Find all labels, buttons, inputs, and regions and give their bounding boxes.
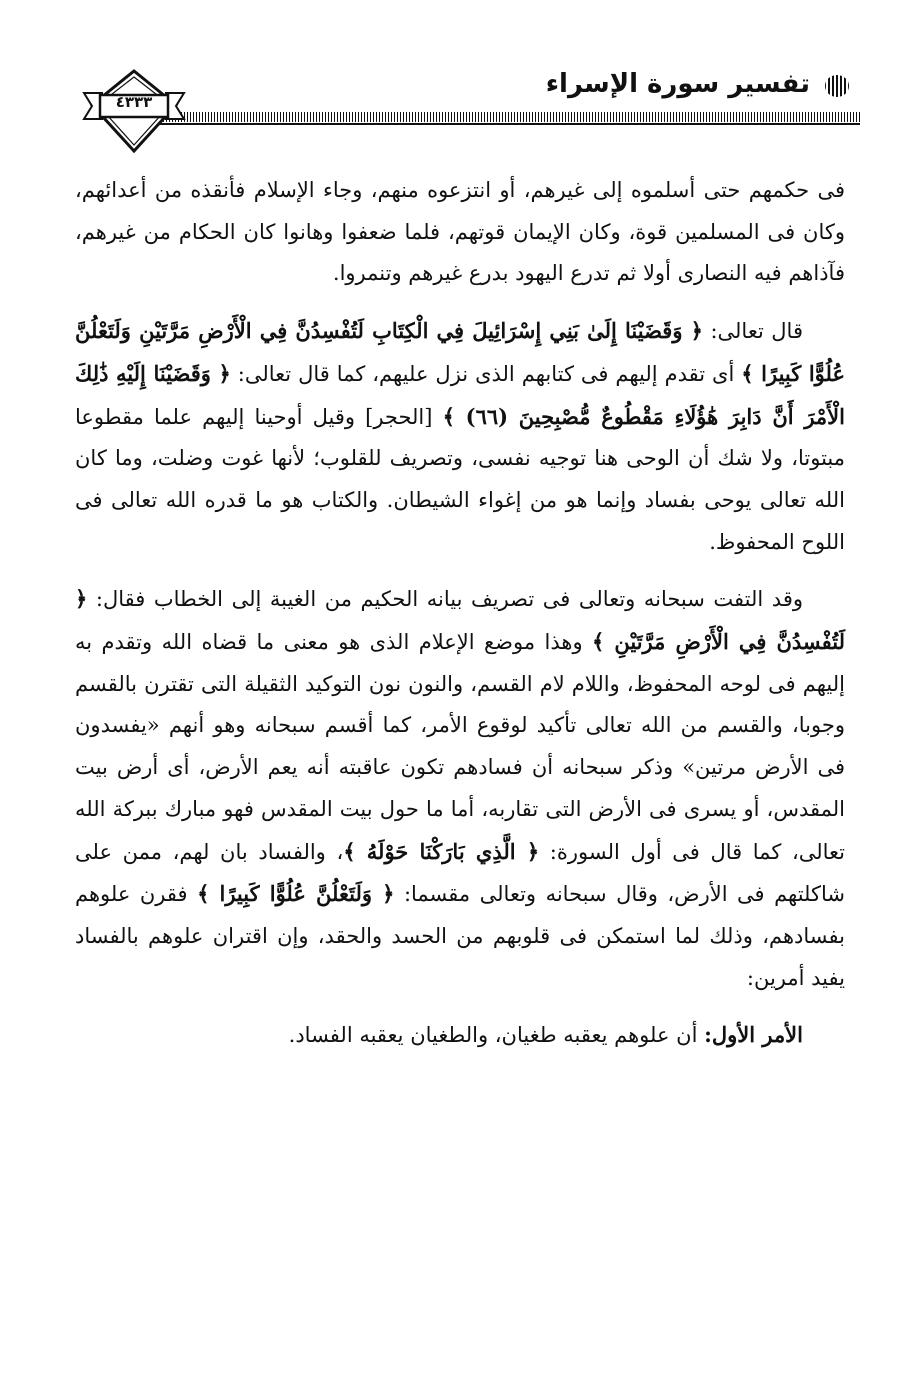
- page-number-badge: [80, 65, 188, 157]
- header-rule: [160, 112, 860, 122]
- running-title: تفسير سورة الإسراء: [545, 69, 810, 99]
- quran-verse: ﴿ وَقَضَيْنَا إِلَىٰ بَنِي إِسْرَائِيلَ فِي الْكِتَابِ لَتُفْسِدُنَّ فِي الْأَرْضِ مَرَّتَيْنِ وَلَتَعْلُنَّ عُلُوًّا كَبِيرًا ﴾: [75, 318, 846, 386]
- paragraph-label: الأمر الأول:: [704, 1022, 803, 1048]
- paragraph-4: [75, 1014, 845, 1057]
- page-number: ٤٣٣٣: [115, 93, 153, 111]
- text-run: قال تعالى:: [702, 319, 803, 344]
- paragraph-3: [75, 578, 845, 999]
- text-run: وهذا موضع الإعلام الذى هو معنى ما قضاه الله وتقدم به إليهم فى لوحه المحفوظ، واللام لام القسم، والنون نون التوكيد الثقيلة التى تقترن بالقسم وجوبا، والقسم من الله تعالى تأكيد لوقوع الأمر، كما أقسم سبحانه وهو أنهم «يفسدون فى الأرض مرتين» وذكر سبحانه أن فسادهم تكون عاقبته أنه يعم الأرض، أى أرض بيت المقدس، أو يسرى فى الأرض التى تقاربه، أما ما حول بيت المقدس فهو مبارك ببركة الله تعالى، كما قال فى أول السورة:: [75, 630, 845, 864]
- page-header: [60, 55, 860, 165]
- quran-verse: ﴿ وَقَضَيْنَا إِلَيْهِ ذَٰلِكَ الْأَمْرَ أَنَّ دَابِرَ هَٰؤُلَاءِ مَقْطُوعٌ مُّصْبِحِينَ (٦٦) ﴾: [75, 360, 845, 429]
- header-rule-base: [160, 123, 860, 125]
- quran-verse: ﴿ وَلَتَعْلُنَّ عُلُوًّا كَبِيرًا ﴾: [197, 881, 395, 907]
- ornament-icon: [820, 71, 854, 101]
- paragraph-1: فى حكمهم حتى أسلموه إلى غيرهم، أو انتزعوه منهم، وجاء الإسلام فأنقذه من أعدائهم، وكان فى المسلمين قوة، وكان الإيمان قوتهم، فلما ضعفوا وهانوا كان الحكام من غيرهم، فآذاهم فيه النصارى أولا ثم تدرع اليهود بدرع غيرهم وتنمروا.: [75, 178, 845, 286]
- text-run: [الحجر] وقيل أوحينا إليهم علما مقطوعا مبتوتا، ولا شك أن الوحى هنا توجيه نفسى، وتصريف للقلوب؛ لأنها غوت وضلت، وما كان الله تعالى يوحى بفساد وإنما هو من إغواء الشيطان. والكتاب هو ما قدره الله تعالى فى اللوح المحفوظ.: [75, 404, 845, 554]
- text-run: أن علوهم يعقبه طغيان، والطغيان يعقبه الفساد.: [288, 1023, 705, 1048]
- body-text: [75, 170, 845, 1072]
- text-run: ، والفساد بان لهم، ممن على شاكلتهم فى الأرض، وقال سبحانه وتعالى مقسما:: [75, 839, 846, 907]
- quran-verse: ﴿ لَتُفْسِدُنَّ فِي الْأَرْضِ مَرَّتَيْنِ ﴾: [75, 586, 845, 655]
- text-run: فقرن علوهم بفسادهم، وذلك لما استمكن فى قلوبهم من الحسد والحقد، وإن اقتران علوهم بالفساد يفيد أمرين:: [75, 882, 845, 990]
- quran-verse: ﴿ الَّذِي بَارَكْنَا حَوْلَهُ ﴾: [343, 838, 540, 864]
- paragraph-2: [75, 310, 845, 563]
- text-run: أى تقدم إليهم فى كتابهم الذى نزل عليهم، كما قال تعالى:: [230, 361, 742, 386]
- text-run: وقد التفت سبحانه وتعالى فى تصريف بيانه الحكيم من الغيبة إلى الخطاب فقال:: [87, 587, 803, 612]
